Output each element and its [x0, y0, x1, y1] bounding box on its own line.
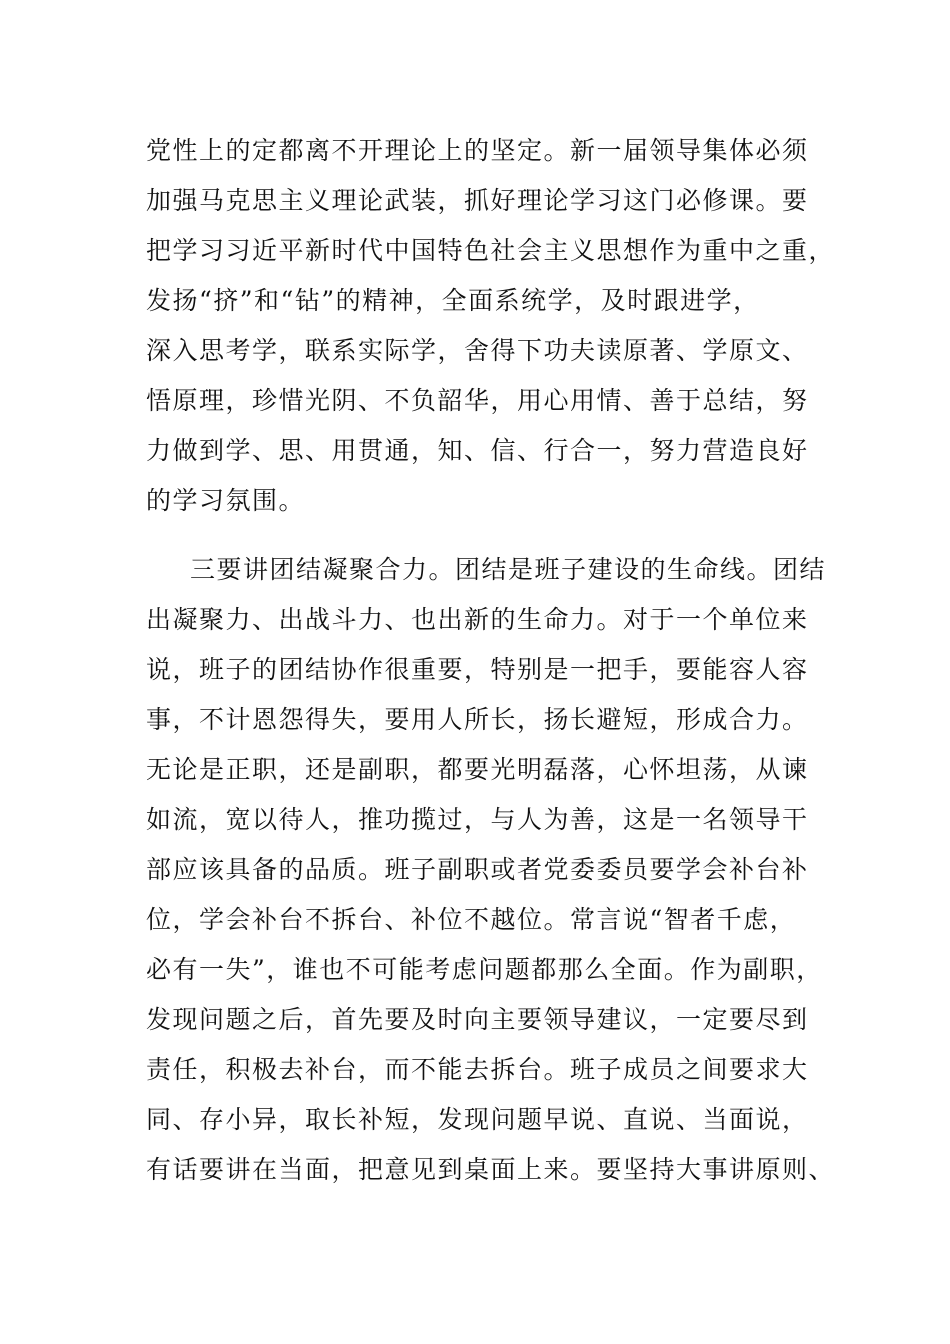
paragraph-2-line-7: 部应该具备的品质。班子副职或者党委委员要学会补台补 — [146, 855, 809, 884]
paragraph-2-line-1: 三要讲团结凝聚合力。团结是班子建设的生命线。团结 — [190, 555, 827, 584]
paragraph-2-line-5: 无论是正职，还是副职，都要光明磊落，心怀坦荡，从谏 — [146, 755, 809, 784]
paragraph-2-line-4: 事，不计恩怨得失，要用人所长，扬长避短，形成合力。 — [146, 705, 809, 734]
paragraph-2-line-10: 发现问题之后，首先要及时向主要领导建议，一定要尽到 — [146, 1005, 809, 1034]
paragraph-2-line-11: 责任，积极去补台，而不能去拆台。班子成员之间要求大 — [146, 1055, 809, 1084]
paragraph-2-line-12: 同、存小异，取长补短，发现问题早说、直说、当面说， — [146, 1105, 809, 1134]
paragraph-2-line-2: 出凝聚力、出战斗力、也出新的生命力。对于一个单位来 — [146, 605, 809, 634]
paragraph-2-line-13: 有话要讲在当面，把意见到桌面上来。要坚持大事讲原则、 — [146, 1155, 836, 1184]
paragraph-2-line-9: 必有一失”，谁也不可能考虑问题都那么全面。作为副职， — [146, 955, 823, 984]
paragraph-1-line-3: 把学习习近平新时代中国特色社会主义思想作为重中之重， — [146, 236, 836, 265]
paragraph-2-line-6: 如流，宽以待人，推功揽过，与人为善，这是一名领导干 — [146, 805, 809, 834]
paragraph-1-line-6: 悟原理，珍惜光阴、不负韶华，用心用情、善于总结，努 — [146, 386, 809, 415]
paragraph-1-line-1: 党性上的定都离不开理论上的坚定。新一届领导集体必须 — [146, 136, 809, 165]
paragraph-1-line-7: 力做到学、思、用贯通，知、信、行合一，努力营造良好 — [146, 436, 809, 465]
paragraph-1-line-4: 发扬“挤”和“钻”的精神，全面系统学，及时跟进学， — [146, 286, 760, 315]
paragraph-2-line-8: 位，学会补台不拆台、补位不越位。常言说“智者千虑， — [146, 905, 797, 934]
paragraph-1-line-8: 的学习氛围。 — [146, 486, 306, 515]
paragraph-1-line-2: 加强马克思主义理论武装，抓好理论学习这门必修课。要 — [146, 186, 809, 215]
paragraph-1-line-5: 深入思考学，联系实际学，舍得下功夫读原著、学原文、 — [146, 336, 809, 365]
paragraph-2-line-3: 说，班子的团结协作很重要，特别是一把手，要能容人容 — [146, 655, 809, 684]
